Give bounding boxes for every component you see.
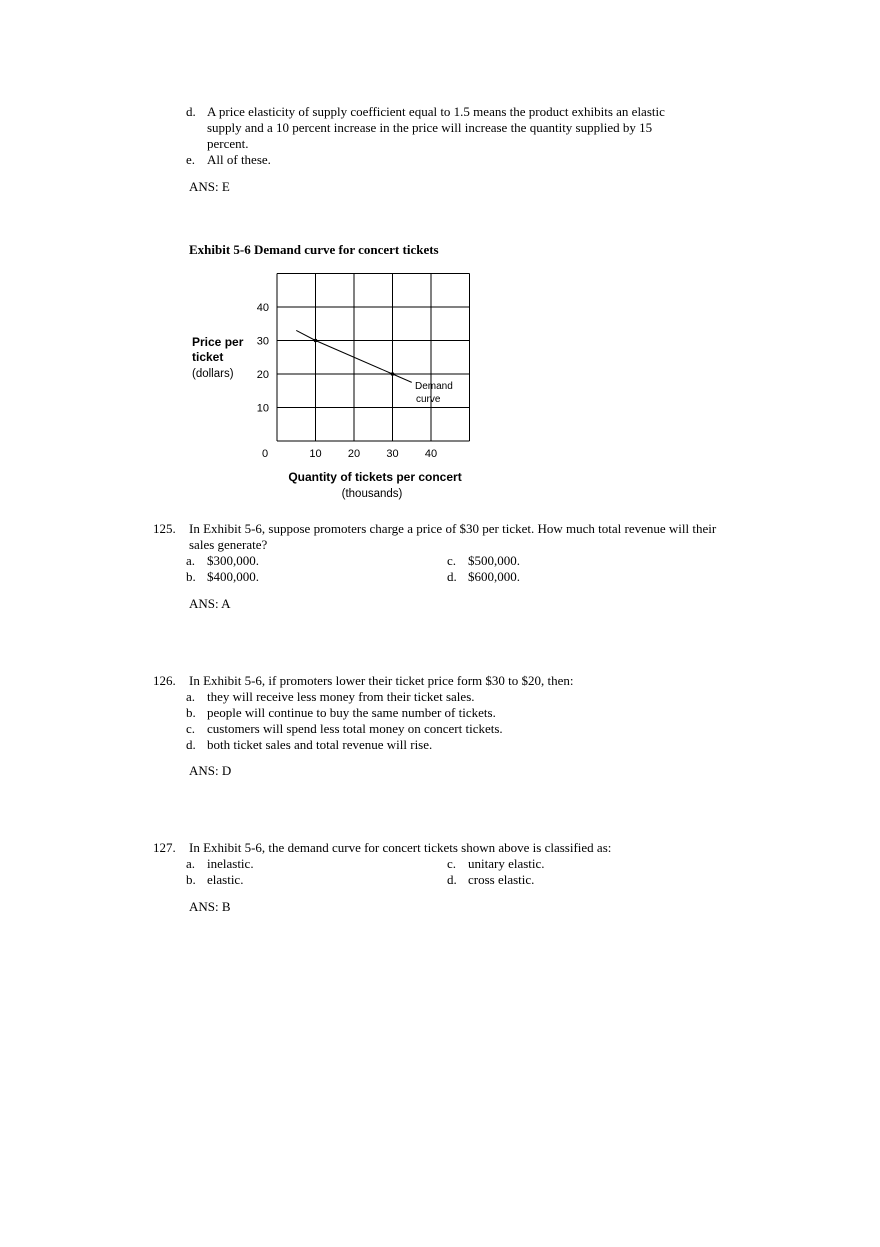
option-text: $500,000. <box>468 553 520 568</box>
exhibit-title: Exhibit 5-6 Demand curve for concert tickets <box>189 242 439 257</box>
answer-key: ANS: A <box>189 596 231 611</box>
option-letter: a. <box>186 553 196 568</box>
option-letter: d. <box>186 104 196 119</box>
x-tick-label: 40 <box>424 448 438 460</box>
y-tick-label: 40 <box>256 302 269 314</box>
question-stem: In Exhibit 5-6, suppose promoters charge a price of $30 per ticket. How much total revenue will their <box>189 521 717 536</box>
y-tick-label: 30 <box>256 335 269 348</box>
option-text: percent. <box>207 136 249 151</box>
chart-grid <box>277 274 470 442</box>
y-tick-label: 20 <box>256 369 269 381</box>
question-stem: In Exhibit 5-6, the demand curve for concert tickets shown above is classified as: <box>189 840 612 855</box>
option-text: $400,000. <box>207 569 259 584</box>
option-letter: e. <box>186 152 196 167</box>
option-text: $300,000. <box>207 553 259 568</box>
option-letter: d. <box>447 872 457 887</box>
demand-chart <box>180 265 480 505</box>
answer-key: ANS: D <box>189 763 232 778</box>
option-letter: b. <box>186 872 196 887</box>
option-letter: c. <box>447 553 457 568</box>
question-stem: sales generate? <box>189 537 268 552</box>
option-letter: c. <box>186 721 196 736</box>
question-stem: In Exhibit 5-6, if promoters lower their ticket price form $30 to $20, then: <box>189 673 574 688</box>
option-text: elastic. <box>207 872 244 887</box>
x-tick-label: 10 <box>309 448 322 460</box>
option-letter: d. <box>186 737 196 752</box>
x-tick-label: 20 <box>347 448 361 460</box>
option-letter: d. <box>447 569 457 584</box>
option-text: people will continue to buy the same number of tickets. <box>207 705 496 720</box>
option-text: they will receive less money from their ticket sales. <box>207 689 475 704</box>
y-axis-label-line2: ticket <box>192 350 224 364</box>
option-letter: b. <box>186 705 196 720</box>
y-axis-label-line1: Price per <box>192 335 244 349</box>
x-tick-label: 30 <box>386 448 399 460</box>
origin-label: 0 <box>261 448 269 460</box>
demand-curve-label-line2: curve <box>416 394 441 405</box>
x-axis-label-line1: Quantity of tickets per concert <box>288 470 462 484</box>
option-text: cross elastic. <box>468 872 535 887</box>
x-axis-label-line2: (thousands) <box>341 488 403 500</box>
option-text: $600,000. <box>468 569 520 584</box>
y-tick-label: 10 <box>256 402 269 415</box>
question-number: 127. <box>153 840 176 855</box>
demand-point <box>314 339 318 343</box>
option-text: supply and a 10 percent increase in the price will increase the quantity supplied by 15 <box>207 120 653 135</box>
option-text: customers will spend less total money on concert tickets. <box>207 721 503 736</box>
question-number: 126. <box>153 673 176 688</box>
option-letter: a. <box>186 689 196 704</box>
option-text: unitary elastic. <box>468 856 545 871</box>
answer-key: ANS: B <box>189 899 231 914</box>
option-text: inelastic. <box>207 856 254 871</box>
option-letter: a. <box>186 856 196 871</box>
option-text: both ticket sales and total revenue will rise. <box>207 737 433 752</box>
demand-curve-label-line1: Demand <box>415 381 453 392</box>
answer-key: ANS: E <box>189 179 230 194</box>
option-letter: b. <box>186 569 196 584</box>
option-letter: c. <box>447 856 457 871</box>
question-number: 125. <box>153 521 176 536</box>
option-text: A price elasticity of supply coefficient equal to 1.5 means the product exhibits an elastic <box>207 104 665 119</box>
option-text: All of these. <box>207 152 271 167</box>
demand-point <box>391 372 395 376</box>
y-axis-label-line3: (dollars) <box>192 368 234 380</box>
